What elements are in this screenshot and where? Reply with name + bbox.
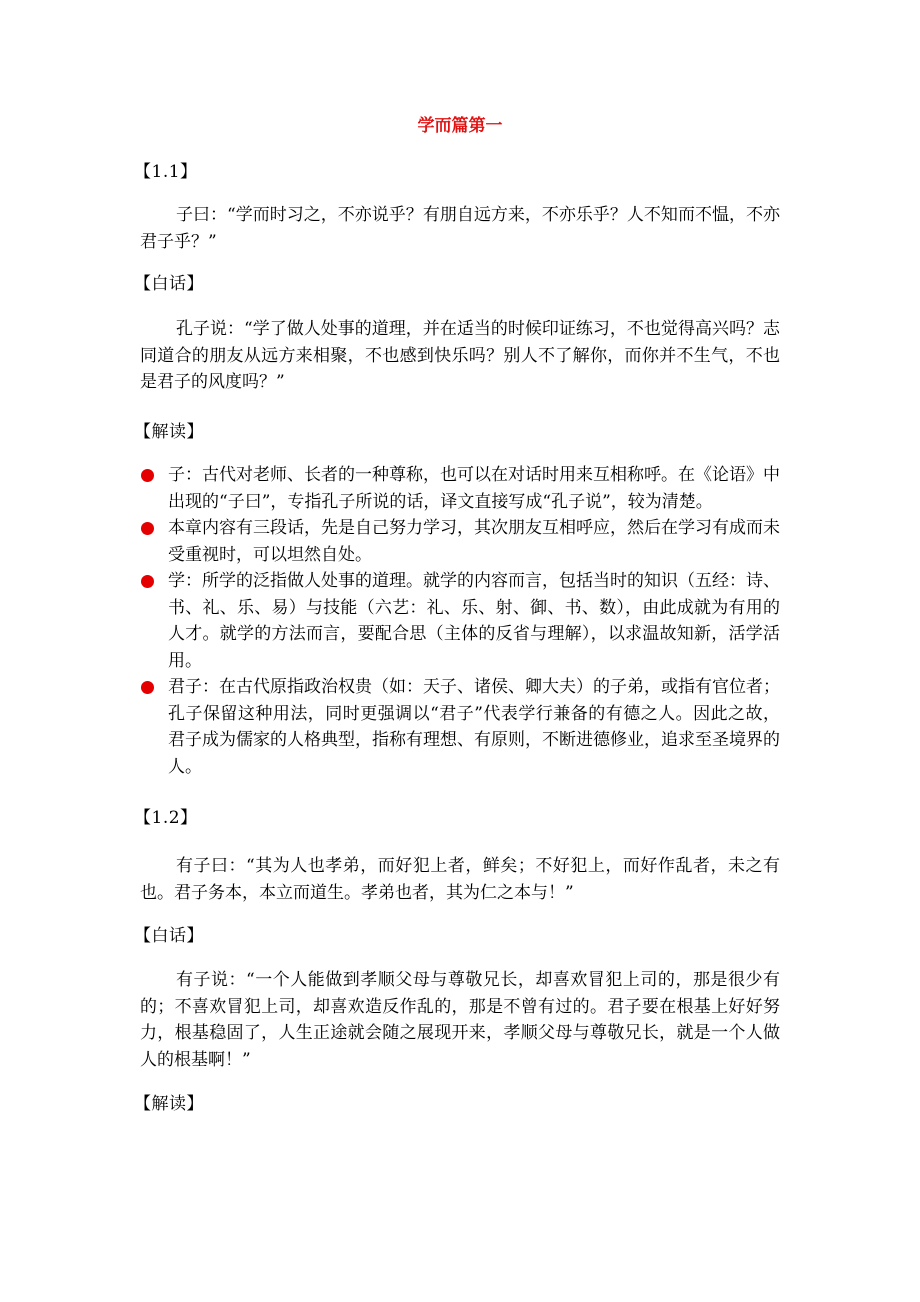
chapter-title: 学而篇第一 xyxy=(417,116,503,136)
jiedu-label-1-2: 【解读】 xyxy=(134,1094,204,1114)
note-text: 本章内容有三段话，先是自己努力学习，其次朋友互相呼应，然后在学习有成而未受重视时，可以坦然自处。 xyxy=(168,518,780,565)
bullet-dot-icon xyxy=(141,469,154,482)
original-text-1-2: 有子曰：“其为人也孝弟，而好犯上者，鲜矣；不好犯上，而好作乱者，未之有也。君子务本，本立而道生。孝弟也者，其为仁之本与！” xyxy=(140,856,780,903)
bullet-dot-icon xyxy=(141,522,154,535)
note-text: 子：古代对老师、长者的一种尊称，也可以在对话时用来互相称呼。在《论语》中出现的“子曰”，专指孔子所说的话，译文直接写成“孔子说”，较为清楚。 xyxy=(168,465,780,512)
list-item xyxy=(140,462,780,515)
bullet-dot-icon xyxy=(141,575,154,588)
note-text: 君子：在古代原指政治权贵（如：天子、诸侯、卿大夫）的子弟，或指有官位者；孔子保留这种用法，同时更强调以“君子”代表学行兼备的有德之人。因此之故，君子成为儒家的人格典型，指称有理想、有原则，不断进德修业，追求至圣境界的人。 xyxy=(168,677,780,777)
note-text: 学：所学的泛指做人处事的道理。就学的内容而言，包括当时的知识（五经：诗、书、礼、乐、易）与技能（六艺：礼、乐、射、御、书、数），由此成就为有用的人才。就学的方法而言，要配合思（主体的反省与理解），以求温故知新，活学活用。 xyxy=(168,571,780,671)
list-item xyxy=(140,674,780,780)
original-text-1-1: 子曰：“学而时习之，不亦说乎？有朋自远方来，不亦乐乎？人不知而不愠，不亦君子乎？” xyxy=(140,205,780,252)
list-item xyxy=(140,515,780,568)
section-label-1-1: 【1.1】 xyxy=(134,162,198,182)
list-item xyxy=(140,568,780,674)
baihua-label-1-1: 【白话】 xyxy=(134,274,204,294)
jiedu-label-1-1: 【解读】 xyxy=(134,422,204,442)
baihua-label-1-2: 【白话】 xyxy=(134,926,204,946)
baihua-text-1-1: 孔子说：“学了做人处事的道理，并在适当的时候印证练习，不也觉得高兴吗？志同道合的朋友从远方来相聚，不也感到快乐吗？别人不了解你，而你并不生气，不也是君子的风度吗？” xyxy=(140,319,780,392)
jiedu-notes-list xyxy=(140,462,780,780)
baihua-text-1-2: 有子说：“一个人能做到孝顺父母与尊敬兄长，却喜欢冒犯上司的，那是很少有的；不喜欢冒犯上司，却喜欢造反作乱的，那是不曾有过的。君子要在根基上好好努力，根基稳固了，人生正途就会随之展现开来，孝顺父母与尊敬兄长，就是一个人做人的根基啊！” xyxy=(140,970,780,1070)
bullet-dot-icon xyxy=(141,681,154,694)
section-label-1-2: 【1.2】 xyxy=(134,808,198,828)
